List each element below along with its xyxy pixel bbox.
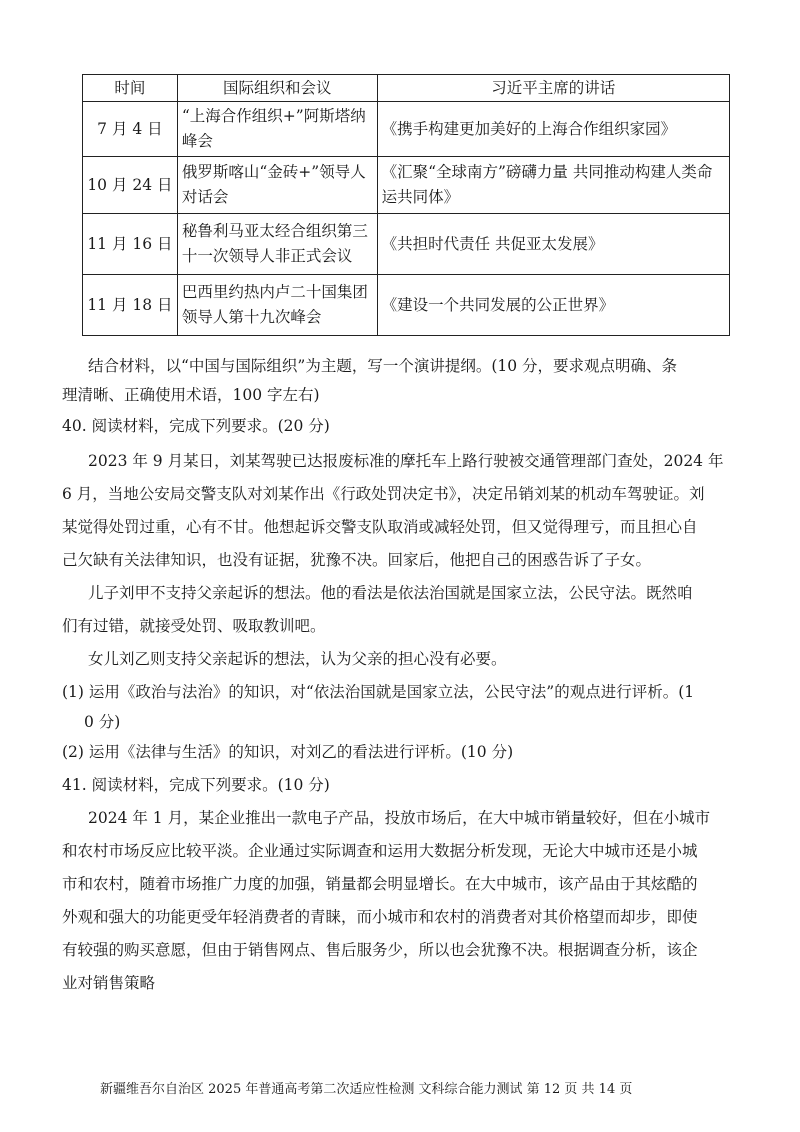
q41-line3: 市和农村，随着市场推广力度的加强，销量都会明显增长。在大中城市，该产品由于其炫酷的 xyxy=(62,875,698,893)
page-footer: 新疆维吾尔自治区 2025 年普通高考第二次适应性检测 文科综合能力测试 第 12 页 共 14 页 xyxy=(100,1082,633,1097)
q40-p1-line1: 2023 年 9 月某日，刘某驾驶已达报废标准的摩托车上路行驶被交通管理部门查处，2024 年 xyxy=(88,452,724,470)
q40-p1-line2: 6 月，当地公安局交警支队对刘某作出《行政处罚决定书》，决定吊销刘某的机动车驾驶证。刘 xyxy=(62,485,705,503)
cell-speech: 《建设一个共同发展的公正世界》 xyxy=(377,275,729,336)
header-time: 时间 xyxy=(83,75,178,102)
table-row xyxy=(83,214,730,275)
q40-sub1-line2: 0 分) xyxy=(84,713,121,731)
table-row xyxy=(83,102,730,157)
cell-speech: 《共担时代责任 共促亚太发展》 xyxy=(377,214,729,275)
q40-p1-line3: 某觉得处罚过重，心有不甘。他想起诉交警支队取消或减轻处罚，但又觉得理亏，而且担心自 xyxy=(62,518,698,536)
header-speech: 习近平主席的讲话 xyxy=(377,75,729,102)
q39-task-line1: 结合材料，以“中国与国际组织”为主题，写一个演讲提纲。(10 分，要求观点明确、条 xyxy=(88,357,678,375)
cell-speech: 《汇聚“全球南方”磅礴力量 共同推动构建人类命运共同体》 xyxy=(377,157,729,214)
q41-title: 41. 阅读材料，完成下列要求。(10 分) xyxy=(62,776,330,794)
table-header-row xyxy=(83,75,730,102)
q41-line2: 和农村市场反应比较平淡。企业通过实际调查和运用大数据分析发现，无论大中城市还是小城 xyxy=(62,842,698,860)
cell-time: 11 月 16 日 xyxy=(83,214,178,275)
q41-line4: 外观和强大的功能更受年轻消费者的青睐，而小城市和农村的消费者对其价格望而却步，即使 xyxy=(62,908,698,926)
cell-org: “上海合作组织+”阿斯塔纳峰会 xyxy=(177,102,377,157)
q40-p2-line1: 儿子刘甲不支持父亲起诉的想法。他的看法是依法治国就是国家立法，公民守法。既然咱 xyxy=(88,584,693,602)
q40-p2-line2: 们有过错，就接受处罚、吸取教训吧。 xyxy=(62,617,326,635)
q41-line5: 有较强的购买意愿，但由于销售网点、售后服务少，所以也会犹豫不决。根据调查分析，该企 xyxy=(62,941,698,959)
cell-speech: 《携手构建更加美好的上海合作组织家园》 xyxy=(377,102,729,157)
cell-time: 7 月 4 日 xyxy=(83,102,178,157)
cell-org: 秘鲁利马亚太经合组织第三十一次领导人非正式会议 xyxy=(177,214,377,275)
cell-time: 10 月 24 日 xyxy=(83,157,178,214)
q41-line6: 业对销售策略 xyxy=(62,974,156,992)
table-row xyxy=(83,275,730,336)
q40-p3: 女儿刘乙则支持父亲起诉的想法，认为父亲的担心没有必要。 xyxy=(88,650,507,668)
q40-sub1-line1: (1) 运用《政治与法治》的知识，对“依法治国就是国家立法，公民守法”的观点进行评析。(1 xyxy=(62,683,695,701)
q40-p1-line4: 己欠缺有关法律知识，也没有证据，犹豫不决。回家后，他把自己的困惑告诉了子女。 xyxy=(62,551,652,569)
q39-task-line2: 理清晰、正确使用术语，100 字左右) xyxy=(62,386,320,404)
header-org: 国际组织和会议 xyxy=(177,75,377,102)
q41-line1: 2024 年 1 月，某企业推出一款电子产品，投放市场后，在大中城市销量较好，但在小城市 xyxy=(88,809,711,827)
cell-time: 11 月 18 日 xyxy=(83,275,178,336)
q40-sub2: (2) 运用《法律与生活》的知识，对刘乙的看法进行评析。(10 分) xyxy=(62,743,514,761)
table-row xyxy=(83,157,730,214)
cell-org: 俄罗斯喀山“金砖+”领导人对话会 xyxy=(177,157,377,214)
cell-org: 巴西里约热内卢二十国集团领导人第十九次峰会 xyxy=(177,275,377,336)
q40-title: 40. 阅读材料，完成下列要求。(20 分) xyxy=(62,417,330,435)
info-table xyxy=(82,74,730,336)
